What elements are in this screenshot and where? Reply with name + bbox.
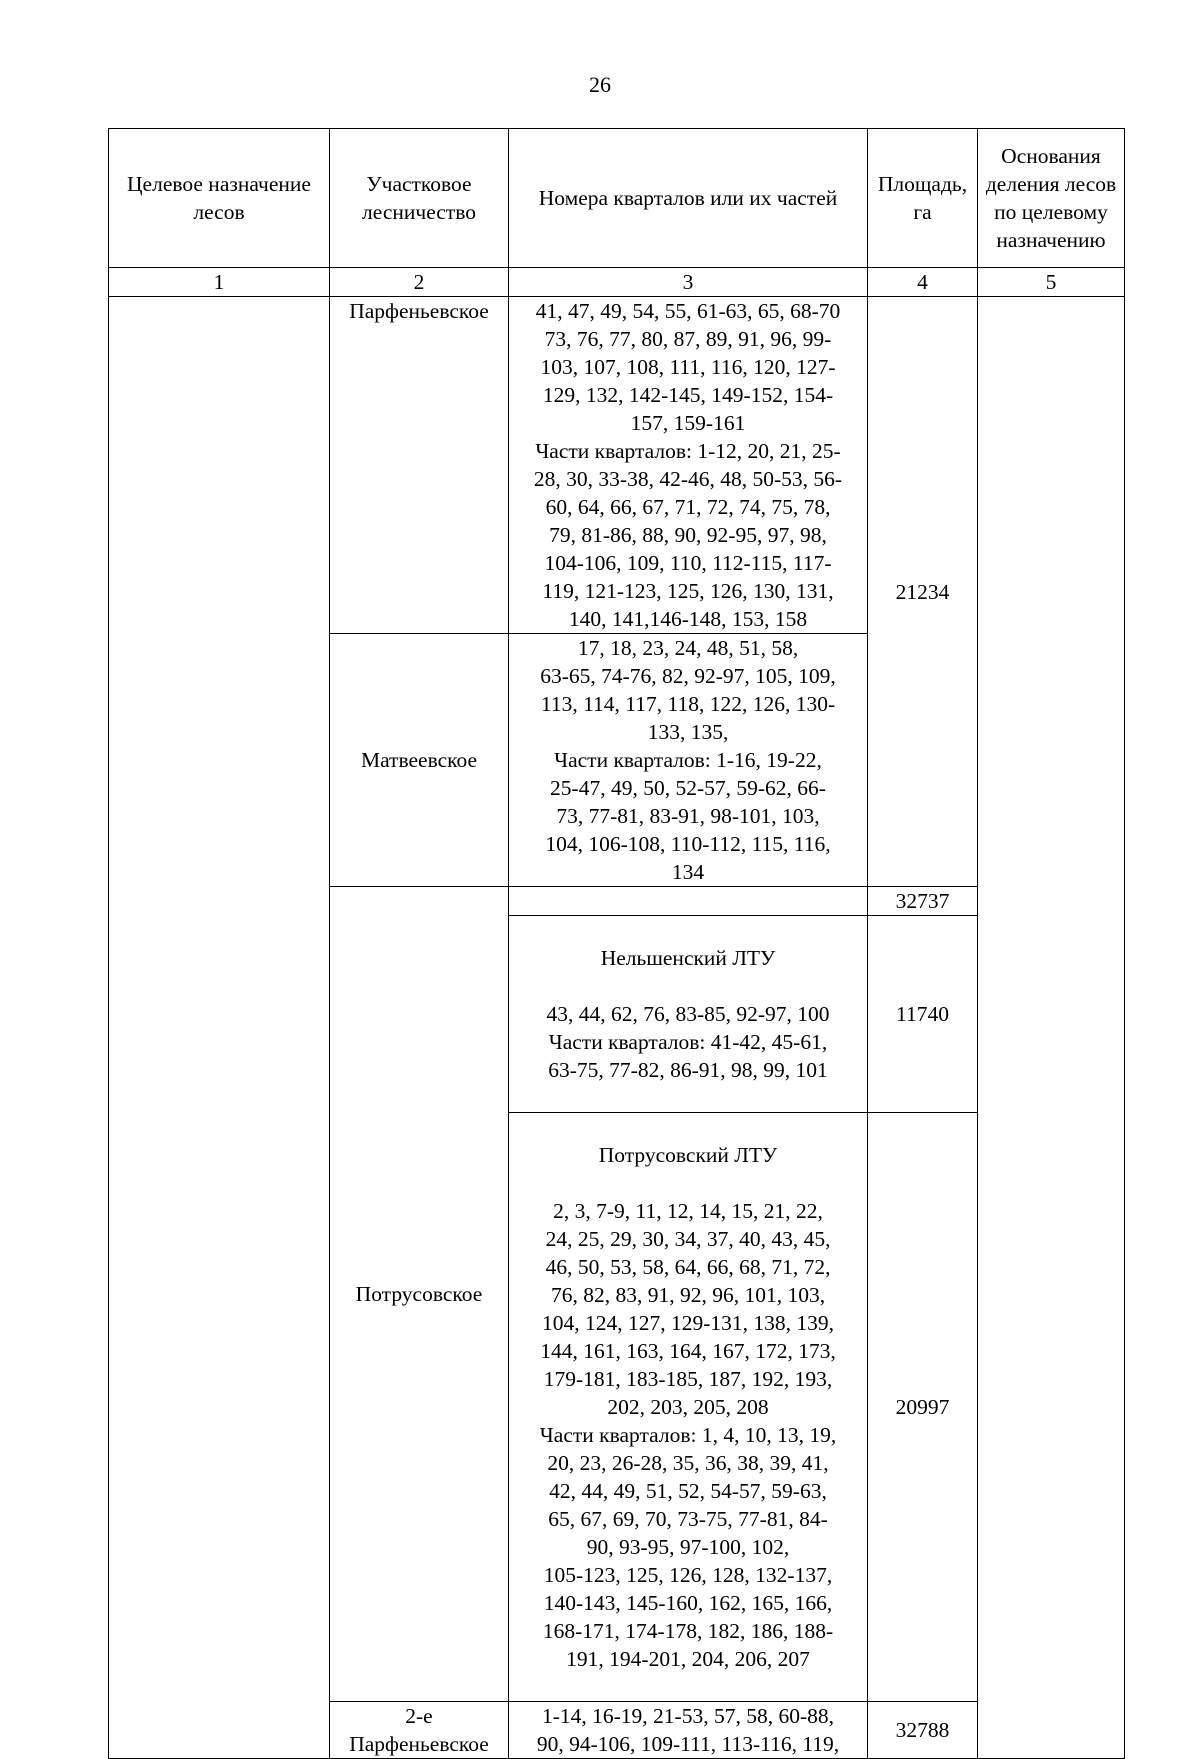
- column-number-1: 1: [109, 268, 330, 297]
- area-cell: 32788: [868, 1702, 978, 1759]
- quarters-cell: [509, 887, 868, 916]
- ltu-title: Потрусовский ЛТУ: [598, 1143, 778, 1167]
- quarters-cell: [509, 916, 868, 1113]
- page-number: 26: [589, 72, 611, 97]
- header-forest-purpose: Целевое назначение лесов: [109, 129, 330, 268]
- column-number-row: [109, 268, 1125, 297]
- table-row: [109, 297, 1125, 634]
- header-area: Площадь, га: [868, 129, 978, 268]
- quarters-cell: 1-14, 16-19, 21-53, 57, 58, 60-88, 90, 94-106, 109-111, 113-116, 119,: [509, 1702, 868, 1759]
- division-basis-cell: [978, 297, 1125, 1759]
- ltu-quarters: 43, 44, 62, 76, 83-85, 92-97, 100 Части кварталов: 41-42, 45-61, 63-75, 77-82, 86-91, 98, 99, 101: [546, 1002, 830, 1082]
- area-cell: 20997: [868, 1113, 978, 1702]
- district-cell: Парфеньевское: [330, 297, 509, 634]
- area-cell: 21234: [868, 297, 978, 887]
- forest-purpose-cell: [109, 297, 330, 1759]
- quarters-cell: 41, 47, 49, 54, 55, 61-63, 65, 68-70 73, 76, 77, 80, 87, 89, 91, 96, 99- 103, 107, 108, 111, 116, 120, 127- 129, 132, 142-145, 149-152, 154- 157, 159-161 Части кварталов: 1-12, 20, 21, 25- 28, 30, 33-38, 42-46, 48, 50-53, 56- 60, 64, 66, 67, 71, 72, 74, 75, 78, 79, 81-86, 88, 90, 92-95, 97, 98, 104-106, 109, 110, 112-115, 117- 119, 121-123, 125, 126, 130, 131, 140, 141,146-148, 153, 158: [509, 297, 868, 634]
- header-quarter-numbers: Номера кварталов или их частей: [509, 129, 868, 268]
- table-header-row: [109, 129, 1125, 268]
- column-number-2: 2: [330, 268, 509, 297]
- district-cell: Матвеевское: [330, 634, 509, 887]
- quarters-cell: 17, 18, 23, 24, 48, 51, 58, 63-65, 74-76, 82, 92-97, 105, 109, 113, 114, 117, 118, 122, 126, 130- 133, 135, Части кварталов: 1-16, 19-22, 25-47, 49, 50, 52-57, 59-62, 66- 73, 77-81, 83-91, 98-101, 103, 104, 106-108, 110-112, 115, 116, 134: [509, 634, 868, 887]
- ltu-quarters: 2, 3, 7-9, 11, 12, 14, 15, 21, 22, 24, 25, 29, 30, 34, 37, 40, 43, 45, 46, 50, 53, 58, 64, 66, 68, 71, 72, 76, 82, 83, 91, 92, 96, 101, 103, 104, 124, 127, 129-131, 138, 139, 144, 161, 163, 164, 167, 172, 173, 179-181, 183-185, 187, 192, 193, 202, 203, 205, 208 Части кварталов: 1, 4, 10, 13, 19, 20, 23, 26-28, 35, 36, 38, 39, 41, 42, 44, 49, 51, 52, 54-57, 59-63, 65, 67, 69, 70, 73-75, 77-81, 84- 90, 93-95, 97-100, 102, 105-123, 125, 126, 128, 132-137, 140-143, 145-160, 162, 165, 166, 168-171, 174-178, 182, 186, 188- 191, 194-201, 204, 206, 207: [539, 1199, 837, 1671]
- column-number-3: 3: [509, 268, 868, 297]
- column-number-4: 4: [868, 268, 978, 297]
- area-cell: 11740: [868, 916, 978, 1113]
- ltu-title: Нельшенский ЛТУ: [600, 946, 776, 970]
- forest-purpose-table: [108, 128, 1125, 1759]
- header-district-forestry: Участковое лесничество: [330, 129, 509, 268]
- column-number-5: 5: [978, 268, 1125, 297]
- district-cell: 2-е Парфеньевское: [330, 1702, 509, 1759]
- district-cell: Потрусовское: [330, 887, 509, 1702]
- header-division-basis: Основания деления лесов по целевому назначению: [978, 129, 1125, 268]
- area-cell: 32737: [868, 887, 978, 916]
- quarters-cell: [509, 1113, 868, 1702]
